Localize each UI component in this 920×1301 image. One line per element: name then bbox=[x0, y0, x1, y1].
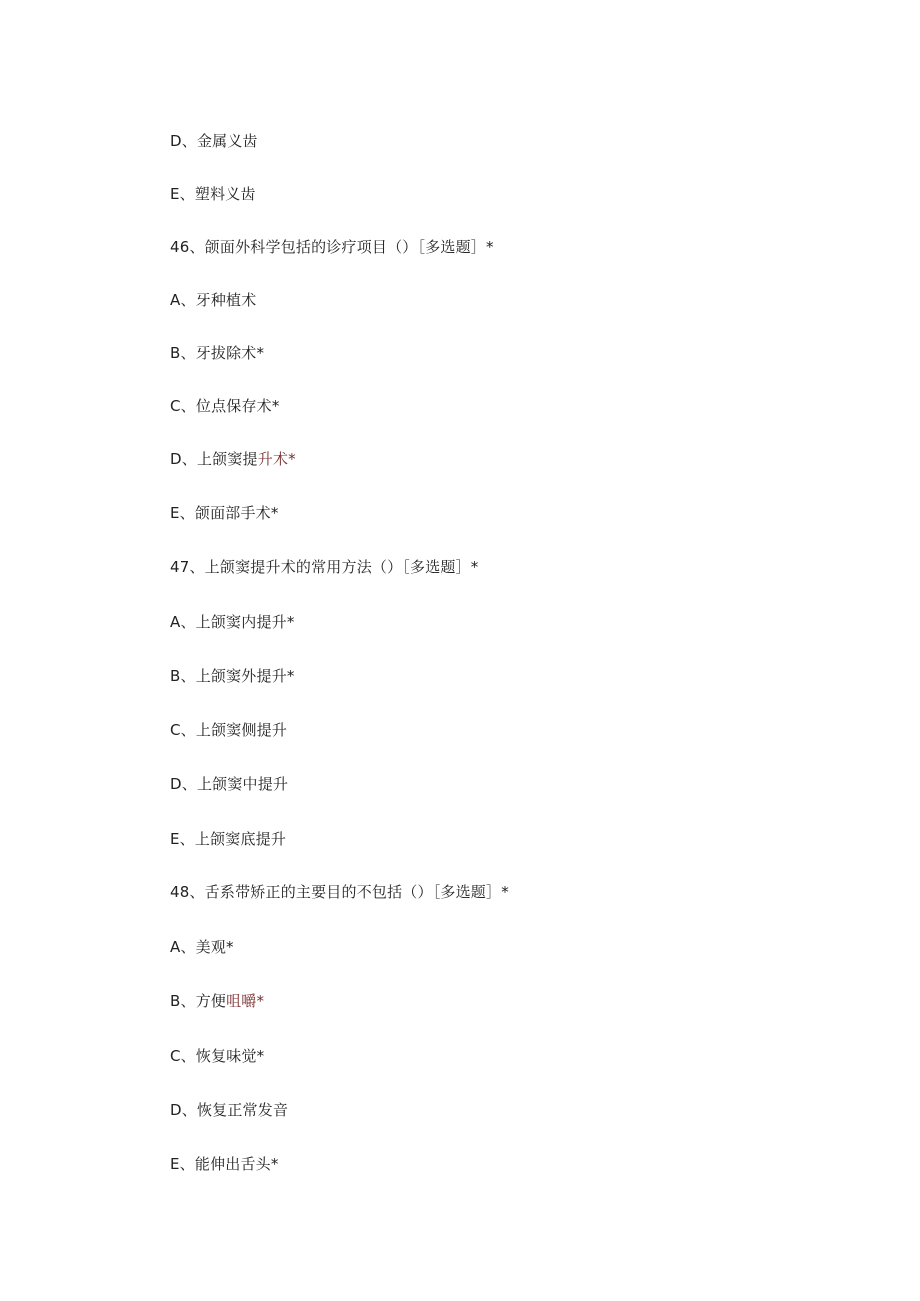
option-e: E、上颌窦底提升 bbox=[170, 830, 287, 848]
option-prev-d: D、金属义齿 bbox=[170, 132, 258, 150]
option-prev-e: E、塑料义齿 bbox=[170, 185, 256, 203]
option-text-highlight: 咀嚼* bbox=[226, 992, 265, 1010]
option-c: C、恢复味觉* bbox=[170, 1047, 265, 1065]
option-a: A、牙种植术 bbox=[170, 291, 257, 309]
option-d bbox=[170, 449, 296, 469]
option-a: A、美观* bbox=[170, 938, 234, 956]
option-text: B、方便 bbox=[170, 992, 227, 1010]
option-text-highlight: 升术* bbox=[257, 450, 296, 468]
question-title: 48、舌系带矫正的主要目的不包括（）［多选题］* bbox=[170, 883, 509, 901]
option-a: A、上颌窦内提升* bbox=[170, 613, 295, 631]
option-text: D、上颌窦提 bbox=[170, 450, 258, 468]
option-d: D、恢复正常发音 bbox=[170, 1101, 289, 1119]
option-b: B、牙拔除术* bbox=[170, 344, 265, 362]
question-title: 46、颌面外科学包括的诊疗项目（）［多选题］* bbox=[170, 238, 494, 256]
option-b bbox=[170, 991, 264, 1011]
option-b: B、上颌窦外提升* bbox=[170, 667, 295, 685]
option-c: C、上颌窦侧提升 bbox=[170, 721, 288, 739]
option-e: E、颌面部手术* bbox=[170, 504, 279, 522]
question-title: 47、上颌窦提升术的常用方法（）［多选题］* bbox=[170, 558, 479, 576]
option-d: D、上颌窦中提升 bbox=[170, 775, 289, 793]
option-c: C、位点保存术* bbox=[170, 397, 280, 415]
option-e: E、能伸出舌头* bbox=[170, 1155, 279, 1173]
